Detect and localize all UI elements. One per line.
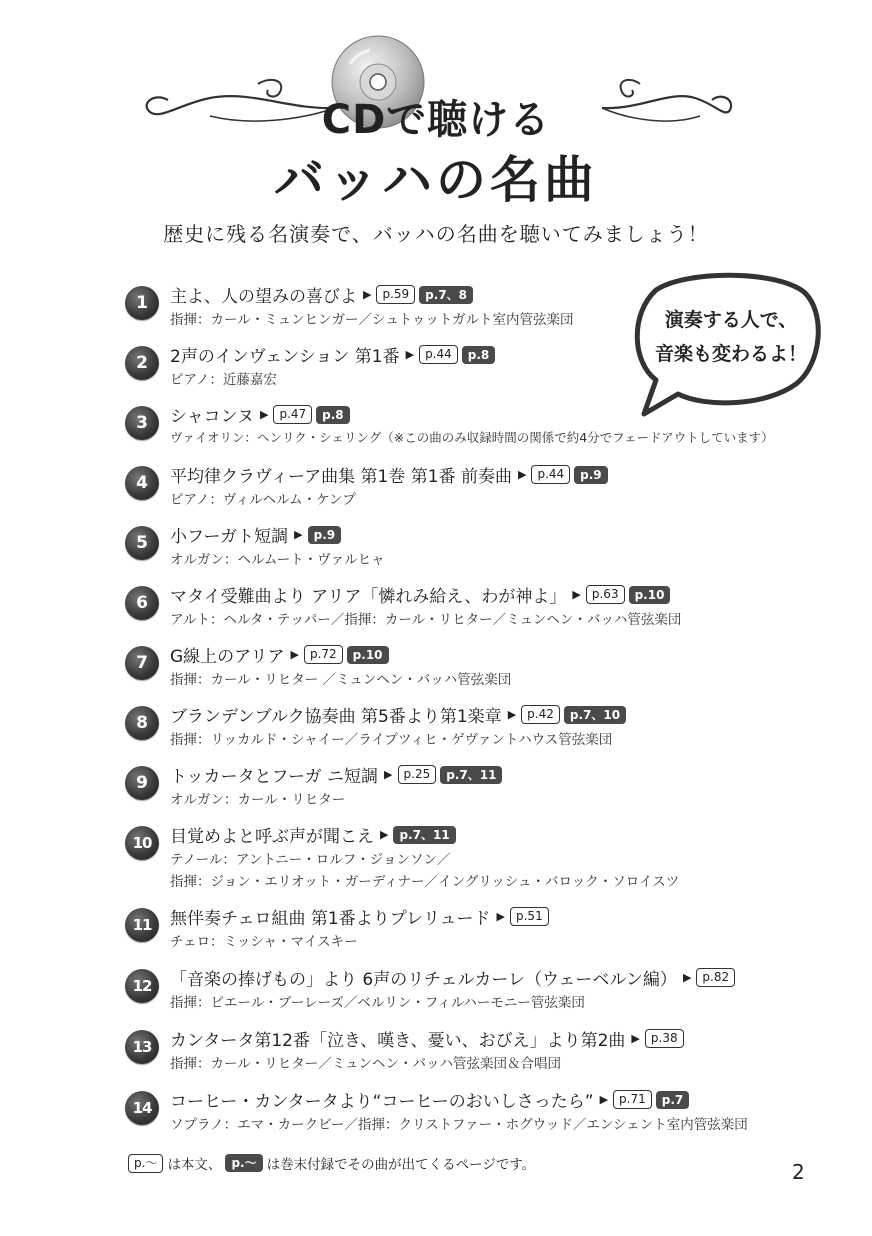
track-item <box>125 1083 845 1143</box>
play-arrow-icon: ▶ <box>631 1032 640 1045</box>
track-number: 4 <box>125 466 159 500</box>
track-title-row <box>170 462 608 487</box>
play-arrow-icon: ▶ <box>496 910 505 923</box>
track-title: G線上のアリア <box>170 647 285 667</box>
track-item <box>125 1022 845 1082</box>
track-number: 14 <box>125 1091 159 1125</box>
appendix-ref: p.7、10 <box>564 706 626 724</box>
track-performer: 指揮：ピエール・ブーレーズ／ベルリン・フィルハーモニー管弦楽団 <box>170 995 585 1011</box>
page-ref: p.51 <box>510 907 549 926</box>
legend-page-box: p.～ <box>128 1154 163 1173</box>
track-performer: ソプラノ：エマ・カークビー／指揮：クリストファー・ホグウッド／エンシェント室内管弦楽団 <box>170 1117 748 1133</box>
track-performer-2: 指揮：ジョン・エリオット・ガーディナー／イングリッシュ・バロック・ソロイスツ <box>170 874 680 890</box>
page-number: 2 <box>792 1160 805 1184</box>
track-number: 12 <box>125 969 159 1003</box>
legend-text-2: は巻末付録でその曲が出てくるページです。 <box>266 1157 536 1173</box>
track-number: 11 <box>125 908 159 942</box>
page-ref: p.71 <box>613 1090 652 1109</box>
track-item <box>125 900 845 960</box>
track-number: 8 <box>125 706 159 740</box>
play-arrow-icon: ▶ <box>380 828 389 841</box>
track-title-row <box>170 762 502 787</box>
page-ref: p.42 <box>521 705 560 724</box>
track-title: 無伴奏チェロ組曲 第1番よりプレリュード <box>170 909 491 929</box>
page-ref: p.72 <box>304 645 343 664</box>
track-performer: チェロ：ミッシャ・マイスキー <box>170 934 358 950</box>
appendix-ref: p.7、11 <box>393 826 455 844</box>
track-item <box>125 961 845 1021</box>
track-performer: 指揮：カール・リヒター ／ミュンヘン・バッハ管弦楽団 <box>170 672 512 688</box>
track-title: 2声のインヴェンション 第1番 <box>170 347 400 367</box>
track-item <box>125 458 845 518</box>
track-number: 3 <box>125 406 159 440</box>
appendix-ref: p.10 <box>629 586 671 604</box>
track-title-row <box>170 582 670 607</box>
track-title-row <box>170 1026 688 1051</box>
play-arrow-icon: ▶ <box>405 348 415 361</box>
track-performer: ピアノ：ヴィルヘルム・ケンプ <box>170 492 356 508</box>
page-ref: p.38 <box>645 1029 684 1048</box>
play-arrow-icon: ▶ <box>682 971 692 984</box>
track-title-row <box>170 1087 689 1112</box>
appendix-ref: p.7 <box>656 1091 690 1109</box>
track-item <box>125 278 845 338</box>
play-arrow-icon: ▶ <box>599 1093 609 1106</box>
track-number: 13 <box>125 1030 159 1064</box>
play-arrow-icon: ▶ <box>384 768 393 781</box>
track-title: シャコンヌ <box>170 407 254 427</box>
play-arrow-icon: ▶ <box>363 288 372 301</box>
track-title-row <box>170 822 456 847</box>
legend-note <box>128 1153 535 1173</box>
header <box>0 0 872 215</box>
track-title: トッカータとフーガ ニ短調 <box>170 767 379 787</box>
page-ref: p.63 <box>586 585 625 604</box>
page-ref: p.25 <box>398 765 437 784</box>
track-number: 2 <box>125 346 159 380</box>
play-arrow-icon: ▶ <box>259 408 269 421</box>
track-item <box>125 398 845 458</box>
track-title-row <box>170 522 341 547</box>
track-item <box>125 698 845 758</box>
track-performer: 指揮：カール・リヒター／ミュンヘン・バッハ管弦楽団＆合唱団 <box>170 1056 561 1072</box>
track-title: 「音楽の捧げもの」より 6声のリチェルカーレ（ウェーベルン編） <box>170 970 677 990</box>
play-arrow-icon: ▶ <box>507 708 517 721</box>
track-performer: 指揮：カール・ミュンヒンガー／シュトゥットガルト室内管弦楽団 <box>170 312 574 328</box>
appendix-ref: p.7、11 <box>440 766 502 784</box>
track-title: コーヒー・カンタータより“コーヒーのおいしさったら” <box>170 1092 594 1112</box>
track-title: 小フーガト短調 <box>170 527 289 547</box>
track-title: マタイ受難曲より アリア「憐れみ給え、わが神よ」 <box>170 587 567 607</box>
track-title: カンタータ第12番「泣き、嘆き、憂い、おびえ」より第2曲 <box>170 1031 626 1051</box>
page-ref: p.82 <box>696 968 735 987</box>
page-title-line1: CDで聴ける <box>321 97 551 143</box>
track-item <box>125 338 845 398</box>
track-performer: アルト：ヘルタ・テッパー／指揮：カール・リヒター／ミュンヘン・バッハ管弦楽団 <box>170 612 682 628</box>
track-title-row <box>170 965 739 990</box>
page-subtitle: 歴史に残る名演奏で、バッハの名曲を聴いてみましょう！ <box>163 222 709 246</box>
legend-appendix-box: p.～ <box>225 1154 262 1172</box>
track-title: 目覚めよと呼ぶ声が聞こえ <box>170 827 374 847</box>
track-number: 9 <box>125 766 159 800</box>
page-title-line2: バッハの名曲 <box>274 151 598 209</box>
track-number: 5 <box>125 526 159 560</box>
track-item <box>125 578 845 638</box>
track-title: ブランデンブルク協奏曲 第5番より第1楽章 <box>170 707 502 727</box>
track-title-row <box>170 702 626 727</box>
appendix-ref: p.10 <box>347 646 389 664</box>
legend-text-1: は本文、 <box>167 1157 222 1173</box>
track-number: 6 <box>125 586 159 620</box>
appendix-ref: p.8 <box>316 406 350 424</box>
track-performer: 指揮：リッカルド・シャイー／ライプツィヒ・ゲヴァントハウス管弦楽団 <box>170 732 613 748</box>
track-item <box>125 638 845 698</box>
track-number: 10 <box>125 826 159 860</box>
track-item <box>125 758 845 818</box>
appendix-ref: p.7、8 <box>419 286 473 304</box>
page-ref: p.59 <box>376 285 415 304</box>
track-performer: オルガン：ヘルムート・ヴァルヒャ <box>170 552 385 568</box>
track-number: 1 <box>125 286 159 320</box>
track-title-row <box>170 642 389 667</box>
play-arrow-icon: ▶ <box>290 648 299 661</box>
appendix-ref: p.8 <box>462 346 496 364</box>
play-arrow-icon: ▶ <box>517 468 527 481</box>
track-item <box>125 818 845 898</box>
track-performer: ピアノ：近藤嘉宏 <box>170 372 277 388</box>
track-title: 平均律クラヴィーア曲集 第1巻 第1番 前奏曲 <box>170 467 512 487</box>
play-arrow-icon: ▶ <box>572 588 581 601</box>
track-number: 7 <box>125 646 159 680</box>
appendix-ref: p.9 <box>574 466 608 484</box>
track-title-row <box>170 904 553 929</box>
page-ref: p.44 <box>419 345 458 364</box>
track-performer: テノール：アントニー・ロルフ・ジョンソン／ <box>170 852 451 868</box>
track-title-row <box>170 282 473 307</box>
track-performer: ヴァイオリン：ヘンリク・シェリング（※この曲のみ収録時間の関係で約4分でフェードアウトしています） <box>170 430 774 445</box>
bubble-line1: 演奏する人で、 <box>664 309 798 331</box>
track-title-row <box>170 402 350 427</box>
track-title: 主よ、人の望みの喜びよ <box>170 287 357 307</box>
appendix-ref: p.9 <box>308 526 342 544</box>
page-ref: p.47 <box>273 405 312 424</box>
bubble-line2: 音楽も変わるよ！ <box>654 343 807 365</box>
track-item <box>125 518 845 578</box>
page-ref: p.44 <box>531 465 570 484</box>
play-arrow-icon: ▶ <box>294 528 303 541</box>
track-title-row <box>170 342 495 367</box>
track-performer: オルガン：カール・リヒター <box>170 792 346 808</box>
